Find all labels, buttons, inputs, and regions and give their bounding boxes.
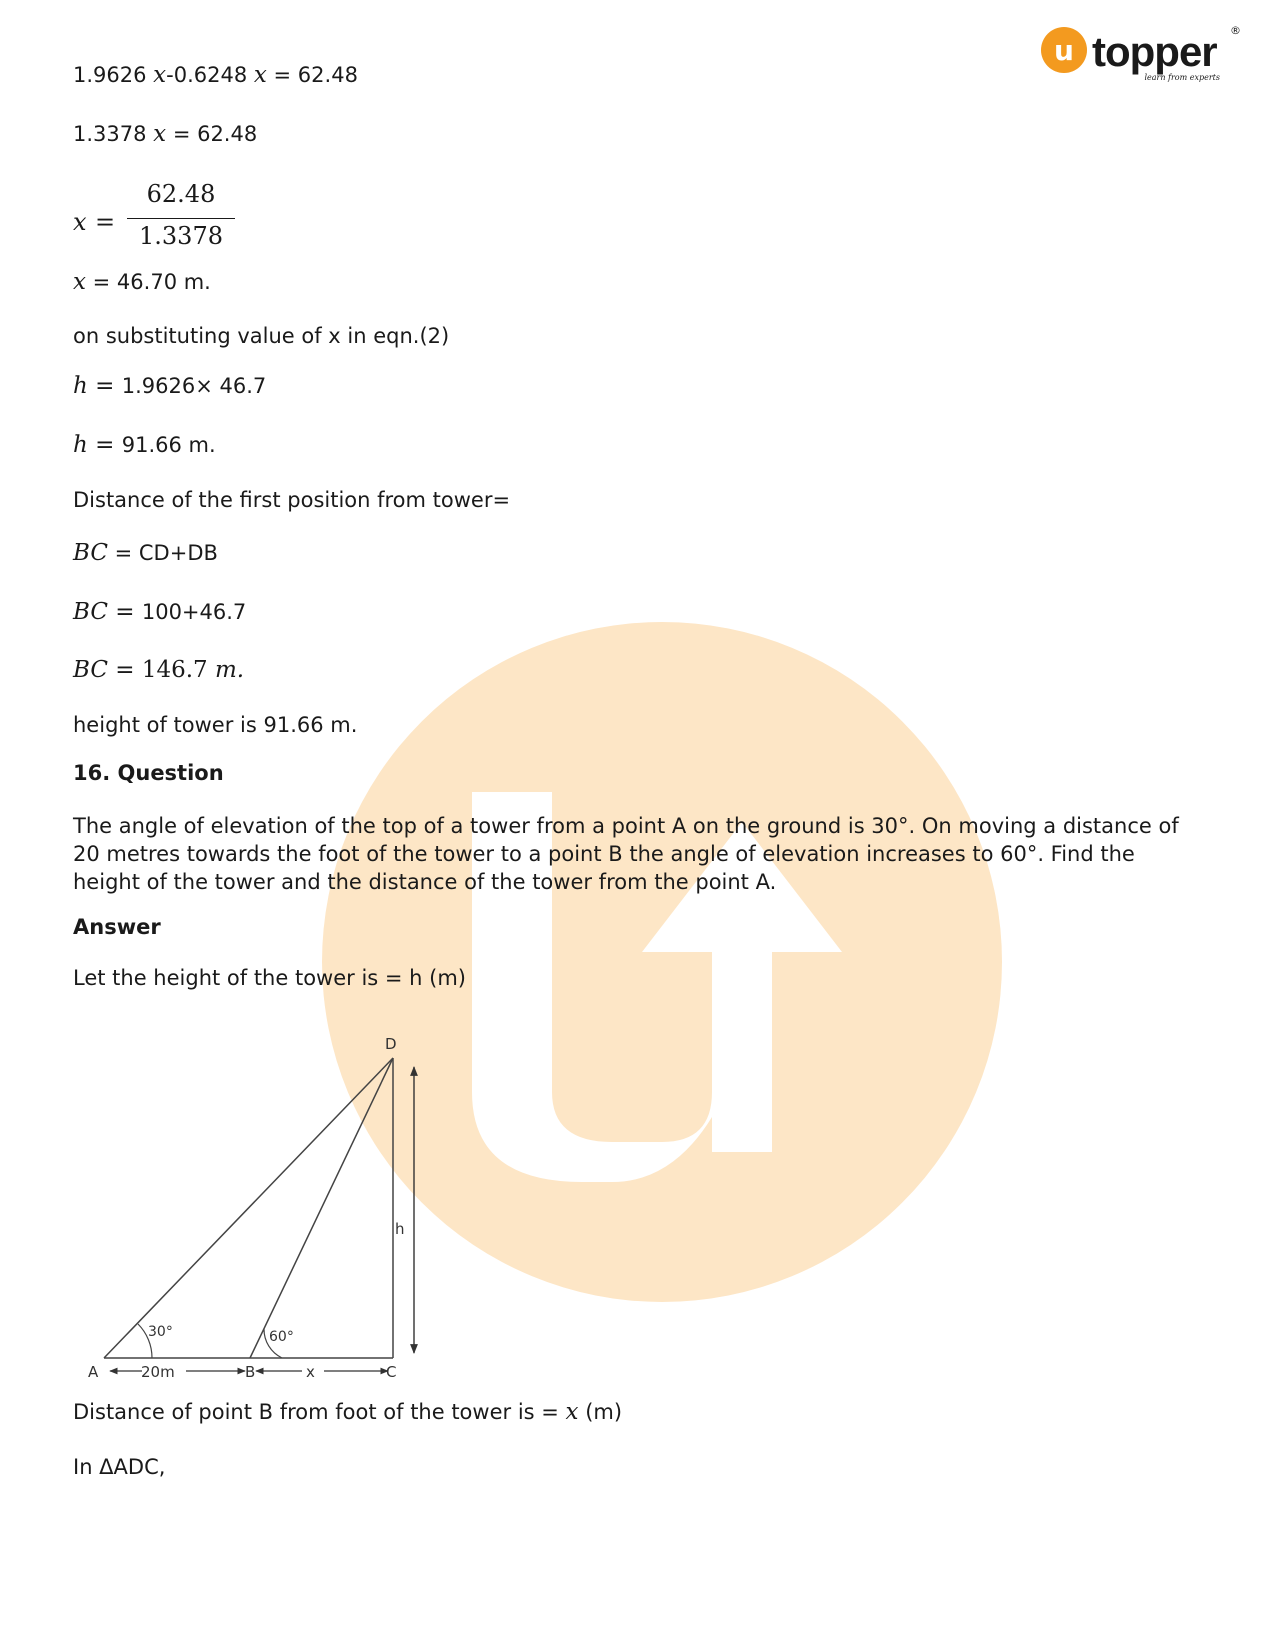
tower-elevation-diagram [80,1035,480,1410]
svg-text:u: u [1054,34,1074,67]
label-h: h [395,1220,405,1238]
label-a: A [88,1363,99,1381]
logo-tagline: learn from experts [1144,73,1220,82]
label-c: C [386,1363,397,1381]
line-bd [250,1058,393,1358]
topper-logo [1040,22,1240,88]
answer-line-2: Distance of point B from foot of the tower is = x (m) [73,1399,623,1425]
text-line-distance: Distance of the first position from tower= [73,488,511,512]
text-line-substitute: on substituting value of x in eqn.(2) [73,324,450,348]
logo-wordmark: topper [1092,28,1217,75]
equation-line-1: 1.9626 x-0.6248 x = 62.48 [73,62,358,88]
angle-label-a: 30° [148,1324,173,1340]
equation-line-7: h = 91.66 m. [73,432,216,458]
svg-text:®: ® [1230,24,1240,37]
label-b: B [245,1363,256,1381]
equation-line-11: BC = 146.7 m. [73,657,245,683]
segment-label-ab: 20m [141,1363,175,1381]
fraction-numerator: 62.48 [146,180,216,208]
segment-label-bc: x [306,1363,315,1381]
fraction-bar [127,218,235,219]
answer-heading: Answer [73,915,161,939]
question-text: The angle of elevation of the top of a tower from a point A on the ground is 30°. On moving a distance of 20 metres towards the foot of the tower to a point B the angle of elevation increases to 60°. Find the height of the tower and the distance of the tower from the point A. [73,814,1179,894]
equation-line-10: BC = 100+46.7 [73,599,247,625]
text-line-height-result: height of tower is 91.66 m. [73,713,358,737]
question-heading: 16. Question [73,761,224,785]
answer-line-1: Let the height of the tower is = h (m) [73,966,467,990]
equation-line-4: x = 46.70 m. [73,269,211,295]
line-ad [104,1058,393,1358]
fraction-denominator: 1.3378 [139,222,223,250]
label-d: D [385,1035,397,1053]
angle-label-b: 60° [269,1329,294,1345]
equation-line-2: 1.3378 x = 62.48 [73,121,258,147]
answer-line-3: In ΔADC, [73,1455,166,1479]
equation-line-9: BC = CD+DB [73,540,218,566]
equation-line-6: h = 1.9626× 46.7 [73,373,267,399]
